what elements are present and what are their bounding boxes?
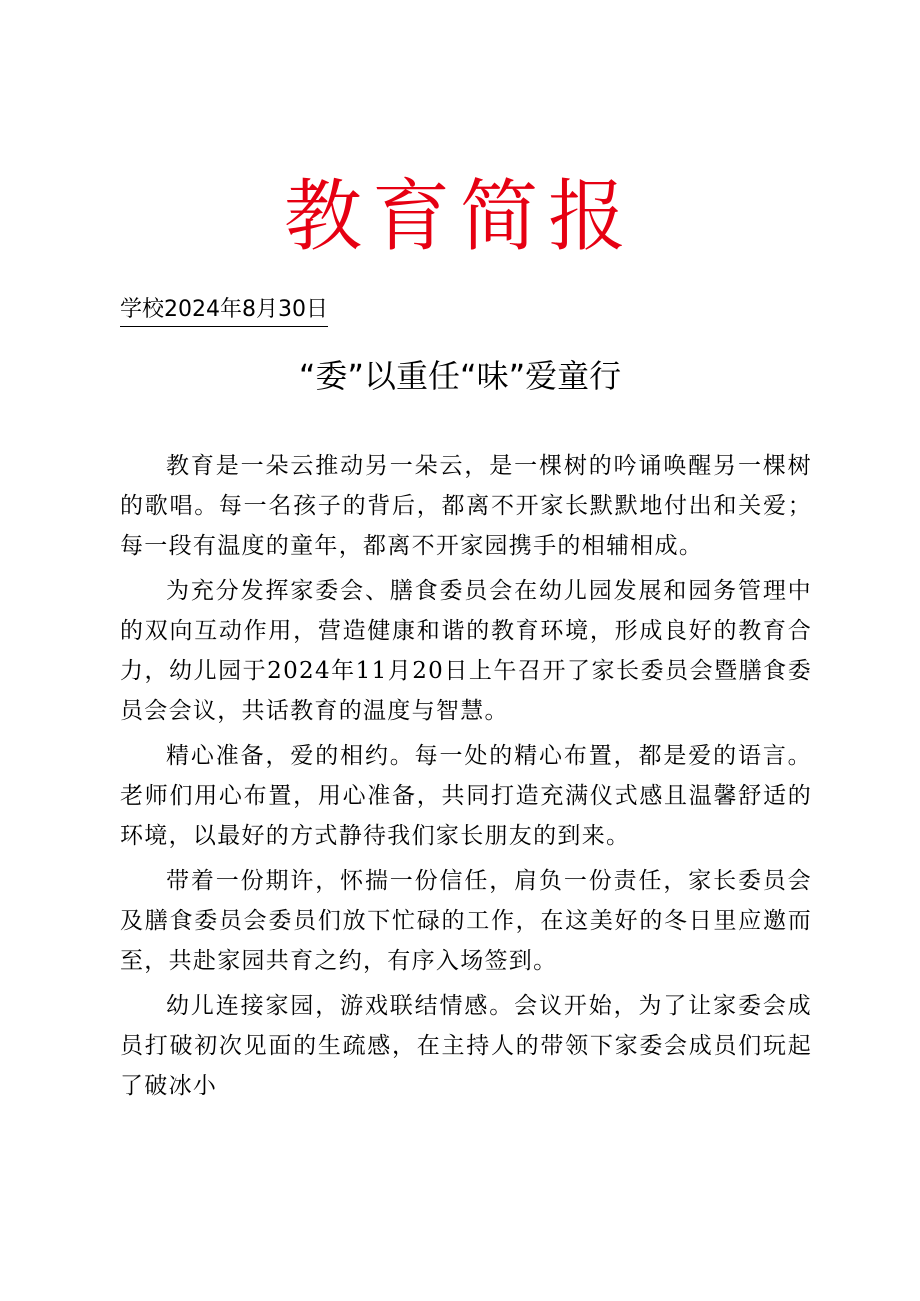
newsletter-masthead-title: 教育简报 — [283, 172, 636, 262]
dateline: 学校2024年8月30日 — [120, 296, 328, 327]
article-paragraph: 幼儿连接家园，游戏联结情感。会议开始，为了让家委会成员打破初次见面的生疏感，在主持人的带领下家委会成员们玩起了破冰小 — [120, 993, 812, 1099]
article-headline: “委”以重任“味”爱童行 — [298, 357, 622, 395]
article-paragraph: 精心准备，爱的相约。每一处的精心布置，都是爱的语言。老师们用心布置，用心准备，共同打造充满仪式感且温馨舒适的环境，以最好的方式静待我们家长朋友的到来。 — [120, 743, 812, 849]
article-body — [120, 446, 812, 1106]
article-paragraph: 为充分发挥家委会、膳食委员会在幼儿园发展和园务管理中的双向互动作用，营造健康和谐的教育环境，形成良好的教育合力，幼儿园于2024年11月20日上午召开了家长委员会暨膳食委员会会议，共话教育的温度与智慧。 — [120, 578, 812, 724]
article-paragraph: 带着一份期许，怀揣一份信任，肩负一份责任，家长委员会及膳食委员会委员们放下忙碌的工作，在这美好的冬日里应邀而至，共赴家园共育之约，有序入场签到。 — [120, 868, 812, 974]
article-paragraph: 教育是一朵云推动另一朵云，是一棵树的吟诵唤醒另一棵树的歌唱。每一名孩子的背后，都离不开家长默默地付出和关爱；每一段有温度的童年，都离不开家园携手的相辅相成。 — [120, 453, 812, 559]
